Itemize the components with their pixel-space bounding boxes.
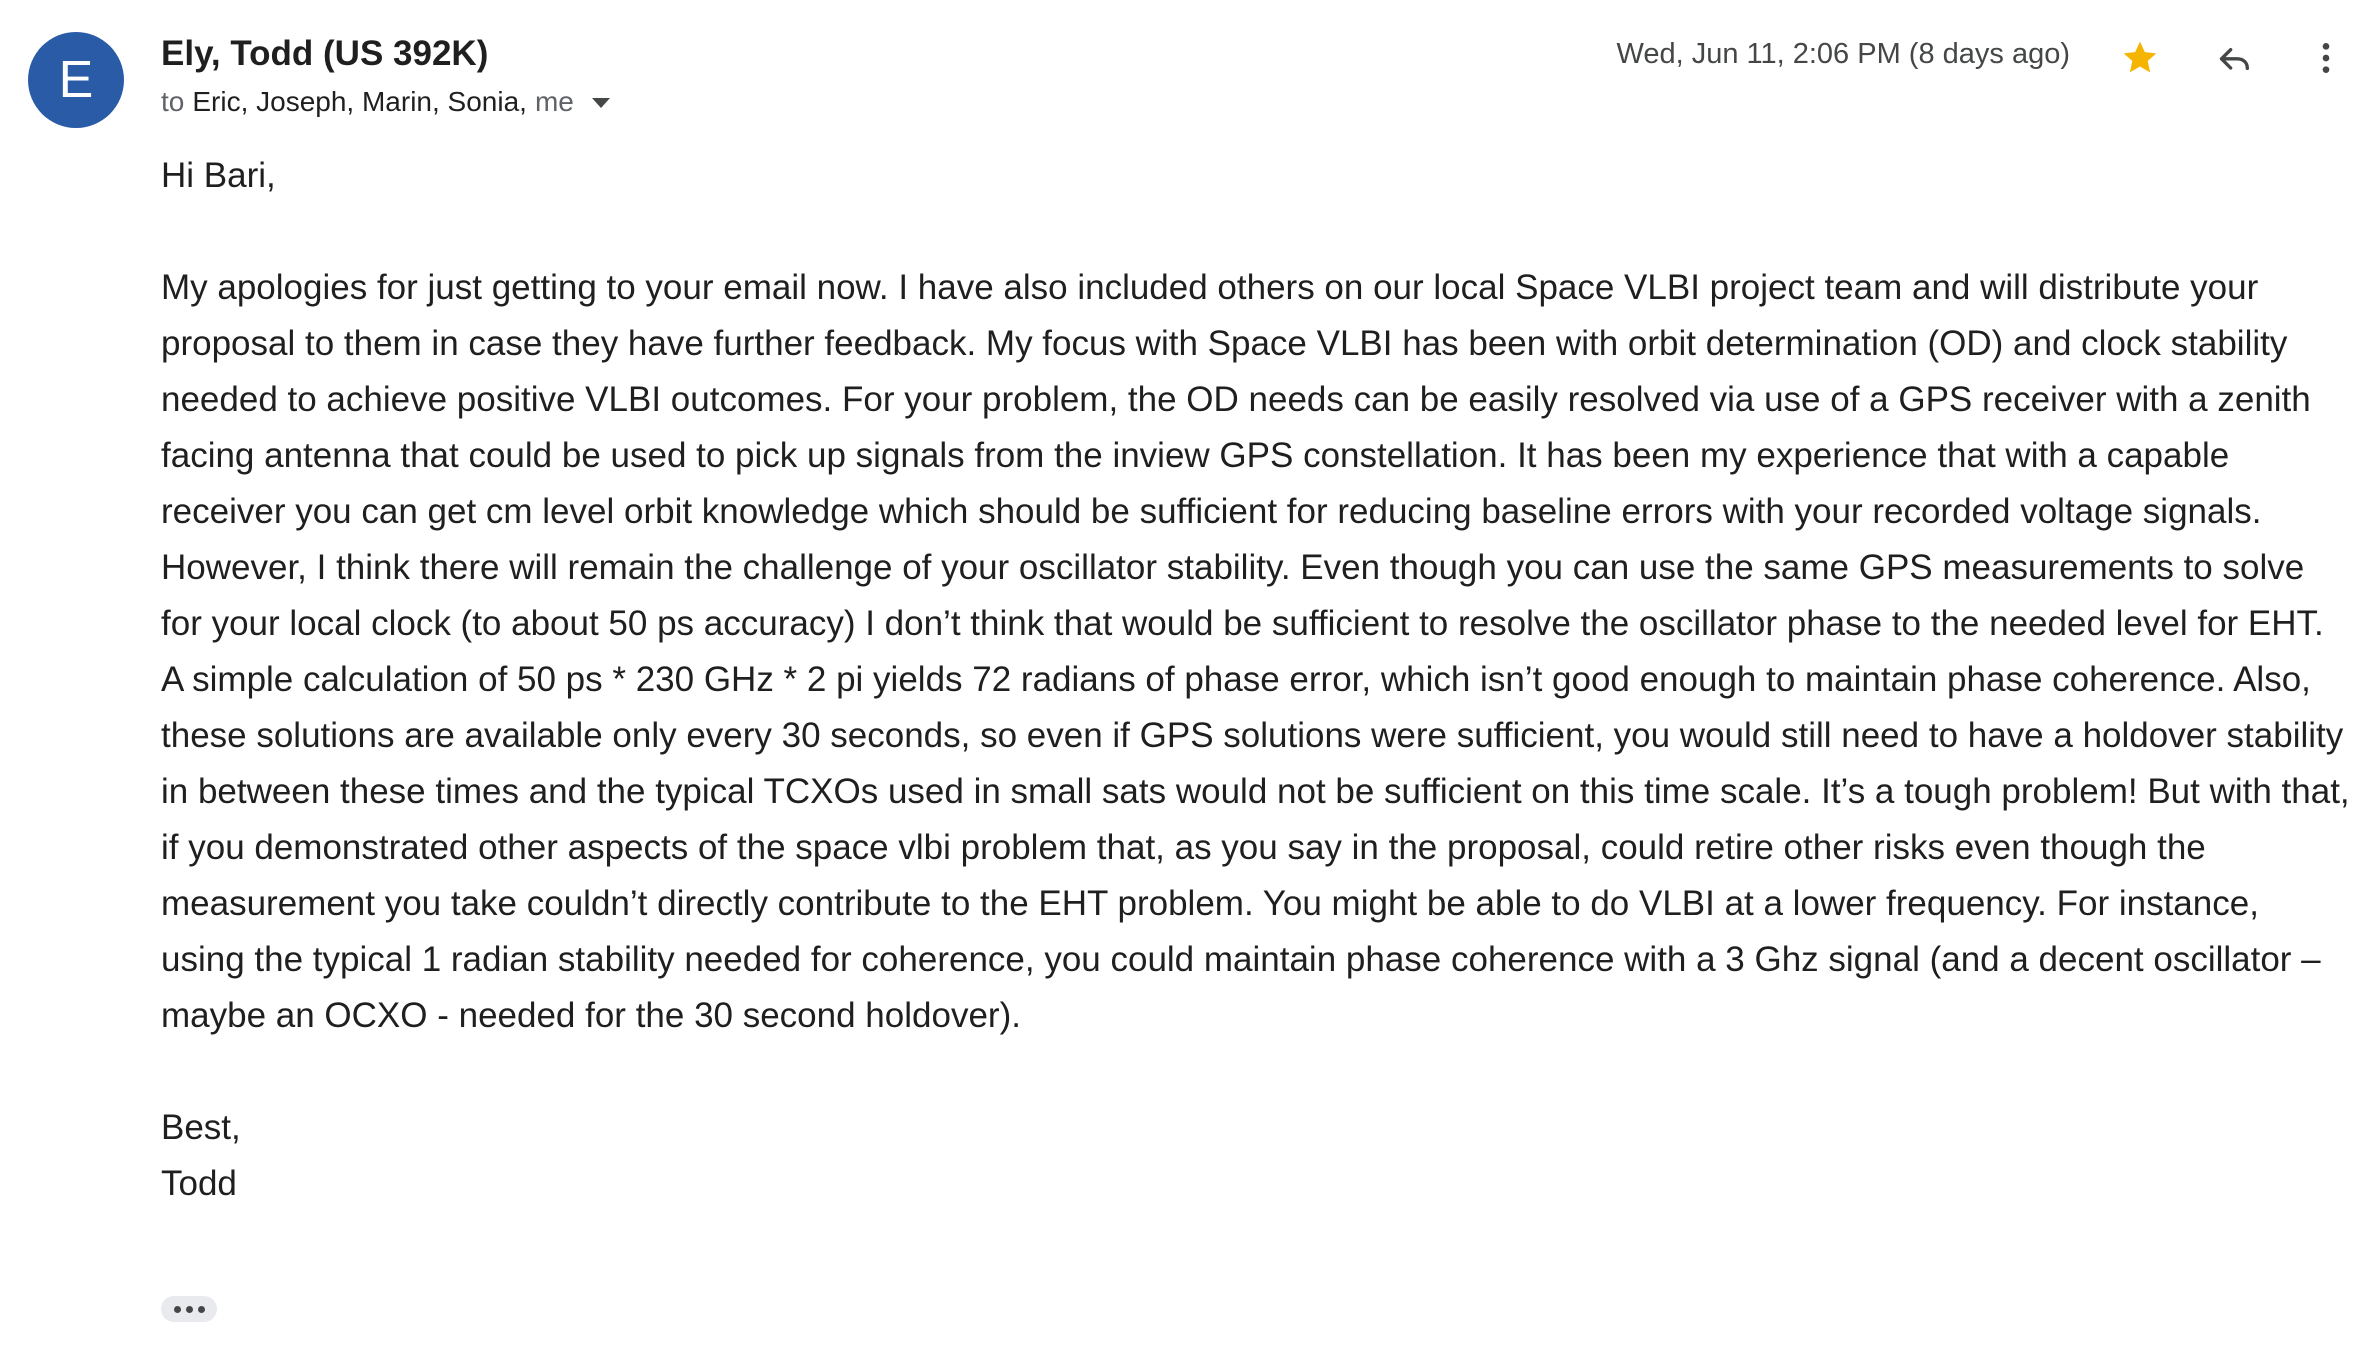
avatar-letter: E <box>58 51 94 109</box>
show-trimmed-content-button[interactable] <box>161 1296 217 1322</box>
sender-name[interactable]: Ely, Todd (US 392K) <box>161 34 489 73</box>
ellipsis-dot-icon <box>174 1306 181 1313</box>
more-options-button[interactable] <box>2296 30 2356 86</box>
ellipsis-dot-icon <box>186 1306 193 1313</box>
sender-avatar[interactable] <box>28 32 124 128</box>
message-greeting: Hi Bari, <box>161 156 276 195</box>
reply-button[interactable] <box>2204 30 2264 86</box>
message-signoff: Best, <box>161 1108 241 1147</box>
recipients-line[interactable] <box>161 86 610 118</box>
me-label: me <box>534 86 574 117</box>
to-label: to <box>161 86 185 117</box>
recipients-list: Eric, Joseph, Marin, Sonia, <box>192 86 527 117</box>
message-body <box>161 148 2351 1212</box>
message-signature: Todd <box>161 1164 237 1203</box>
reply-icon <box>2214 38 2254 78</box>
star-icon <box>2120 38 2160 78</box>
message-date: Wed, Jun 11, 2:06 PM (8 days ago) <box>1616 38 2070 70</box>
ellipsis-dot-icon <box>198 1306 205 1313</box>
message-paragraph: My apologies for just getting to your email now. I have also included others on our local Space VLBI project team and will distribute your proposal to them in case they have further feedback. My focus with Space VLBI has been with orbit determination (OD) and clock stability needed to achieve positive VLBI outcomes. For your problem, the OD needs can be easily resolved via use of a GPS receiver with a zenith facing antenna that could be used to pick up signals from the inview GPS constellation. It has been my experience that with a capable receiver you can get cm level orbit knowledge which should be sufficient for reducing baseline errors with your recorded voltage signals. However, I think there will remain the challenge of your oscillator stability. Even though you can use the same GPS measurements to solve for your local clock (to about 50 ps accuracy) I don’t think that would be sufficient to resolve the oscillator phase to the needed level for EHT. A simple calculation of 50 ps * 230 GHz * 2 pi yields 72 radians of phase error, which isn’t good enough to maintain phase coherence. Also, these solutions are available only every 30 seconds, so even if GPS solutions were sufficient, you would still need to have a holdover stability in between these times and the typical TCXOs used in small sats would not be sufficient on this time scale. It’s a tough problem! But with that, if you demonstrated other aspects of the space vlbi problem that, as you say in the proposal, could retire other risks even though the measurement you take couldn’t directly contribute to the EHT problem. You might be able to do VLBI at a lower frequency. For instance, using the typical 1 radian stability needed for coherence, you could maintain phase coherence with a 3 Ghz signal (and a decent oscillator – maybe an OCXO - needed for the 30 second holdover). <box>161 268 2350 1035</box>
more-vert-icon <box>2306 38 2346 78</box>
recipient-details-chevron-down-icon[interactable] <box>592 98 610 108</box>
star-button[interactable] <box>2110 30 2170 86</box>
